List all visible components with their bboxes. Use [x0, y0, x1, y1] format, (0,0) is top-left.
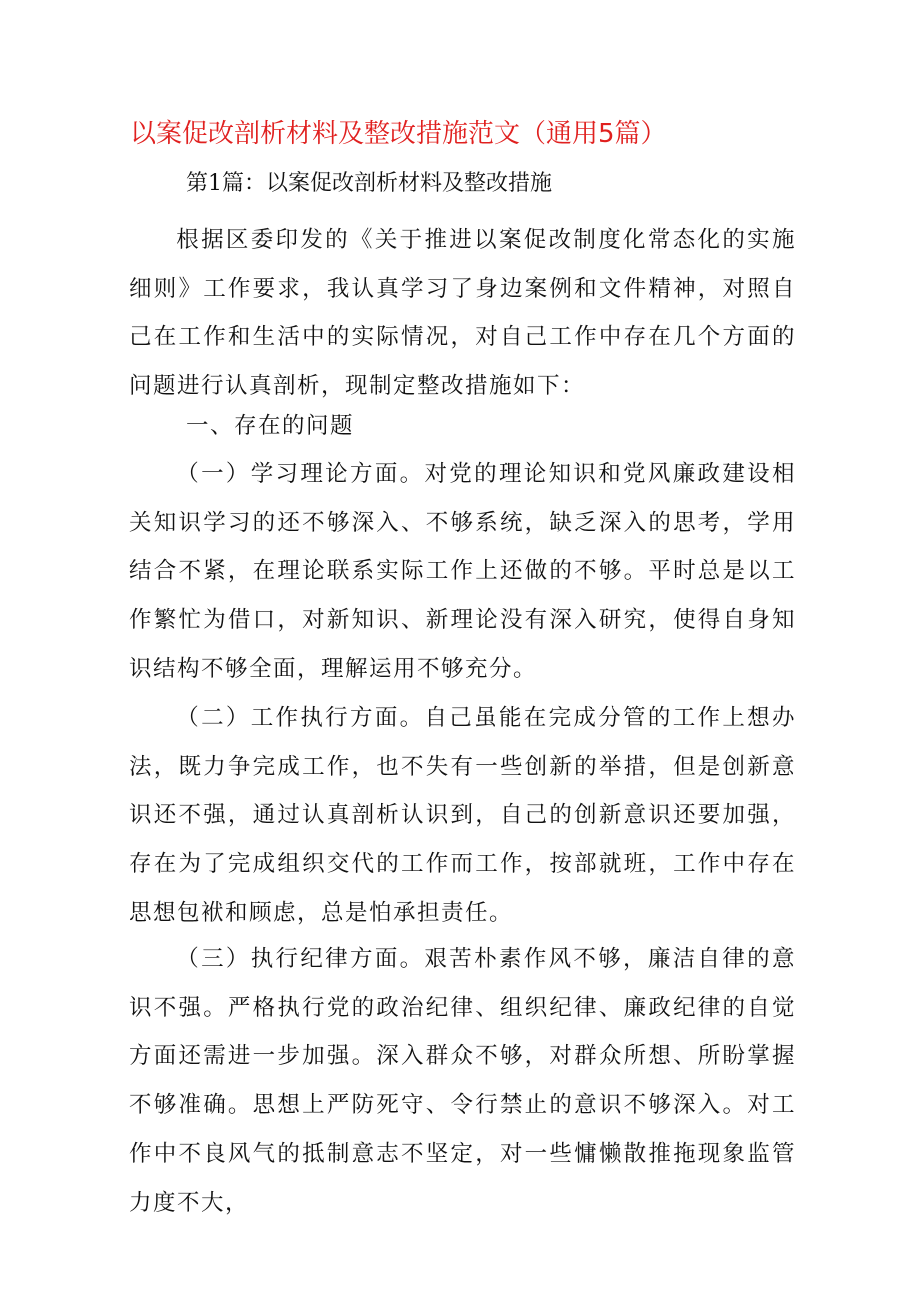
paragraph-discipline: （三）执行纪律方面。艰苦朴素作风不够，廉洁自律的意识不强。严格执行党的政治纪律、组织纪律、廉政纪律的自觉方面还需进一步加强。深入群众不够，对群众所想、所盼掌握不够准确。思想上严防死守、令行禁止的意识不够深入。对工作中不良风气的抵制意志不坚定，对一些慵懒散推拖现象监管力度不大，	[129, 946, 796, 1216]
paragraph-work-execution: （二）工作执行方面。自己虽能在完成分管的工作上想办法，既力争完成工作，也不失有一些创新的举措，但是创新意识还不强，通过认真剖析认识到，自己的创新意识还要加强，存在为了完成组织交代的工作而工作，按部就班，工作中存在思想包袱和顾虑，总是怕承担责任。	[129, 705, 796, 926]
document-title: 以案促改剖析材料及整改措施范文（通用5篇）	[130, 119, 667, 149]
paragraph-intro: 根据区委印发的《关于推进以案促改制度化常态化的实施细则》工作要求，我认真学习了身边案例和文件精神，对照自己在工作和生活中的实际情况，对自己工作中存在几个方面的问题进行认真剖析，现制定整改措施如下：	[129, 227, 796, 400]
section-heading-problems: 一、存在的问题	[186, 413, 355, 439]
document-subtitle: 第1篇：以案促改剖析材料及整改措施	[186, 171, 552, 196]
paragraph-theory-study: （一）学习理论方面。对党的理论知识和党风廉政建设相关知识学习的还不够深入、不够系统，缺乏深入的思考，学用结合不紧，在理论联系实际工作上还做的不够。平时总是以工作繁忙为借口，对新知识、新理论没有深入研究，使得自身知识结构不够全面，理解运用不够充分。	[129, 461, 796, 682]
